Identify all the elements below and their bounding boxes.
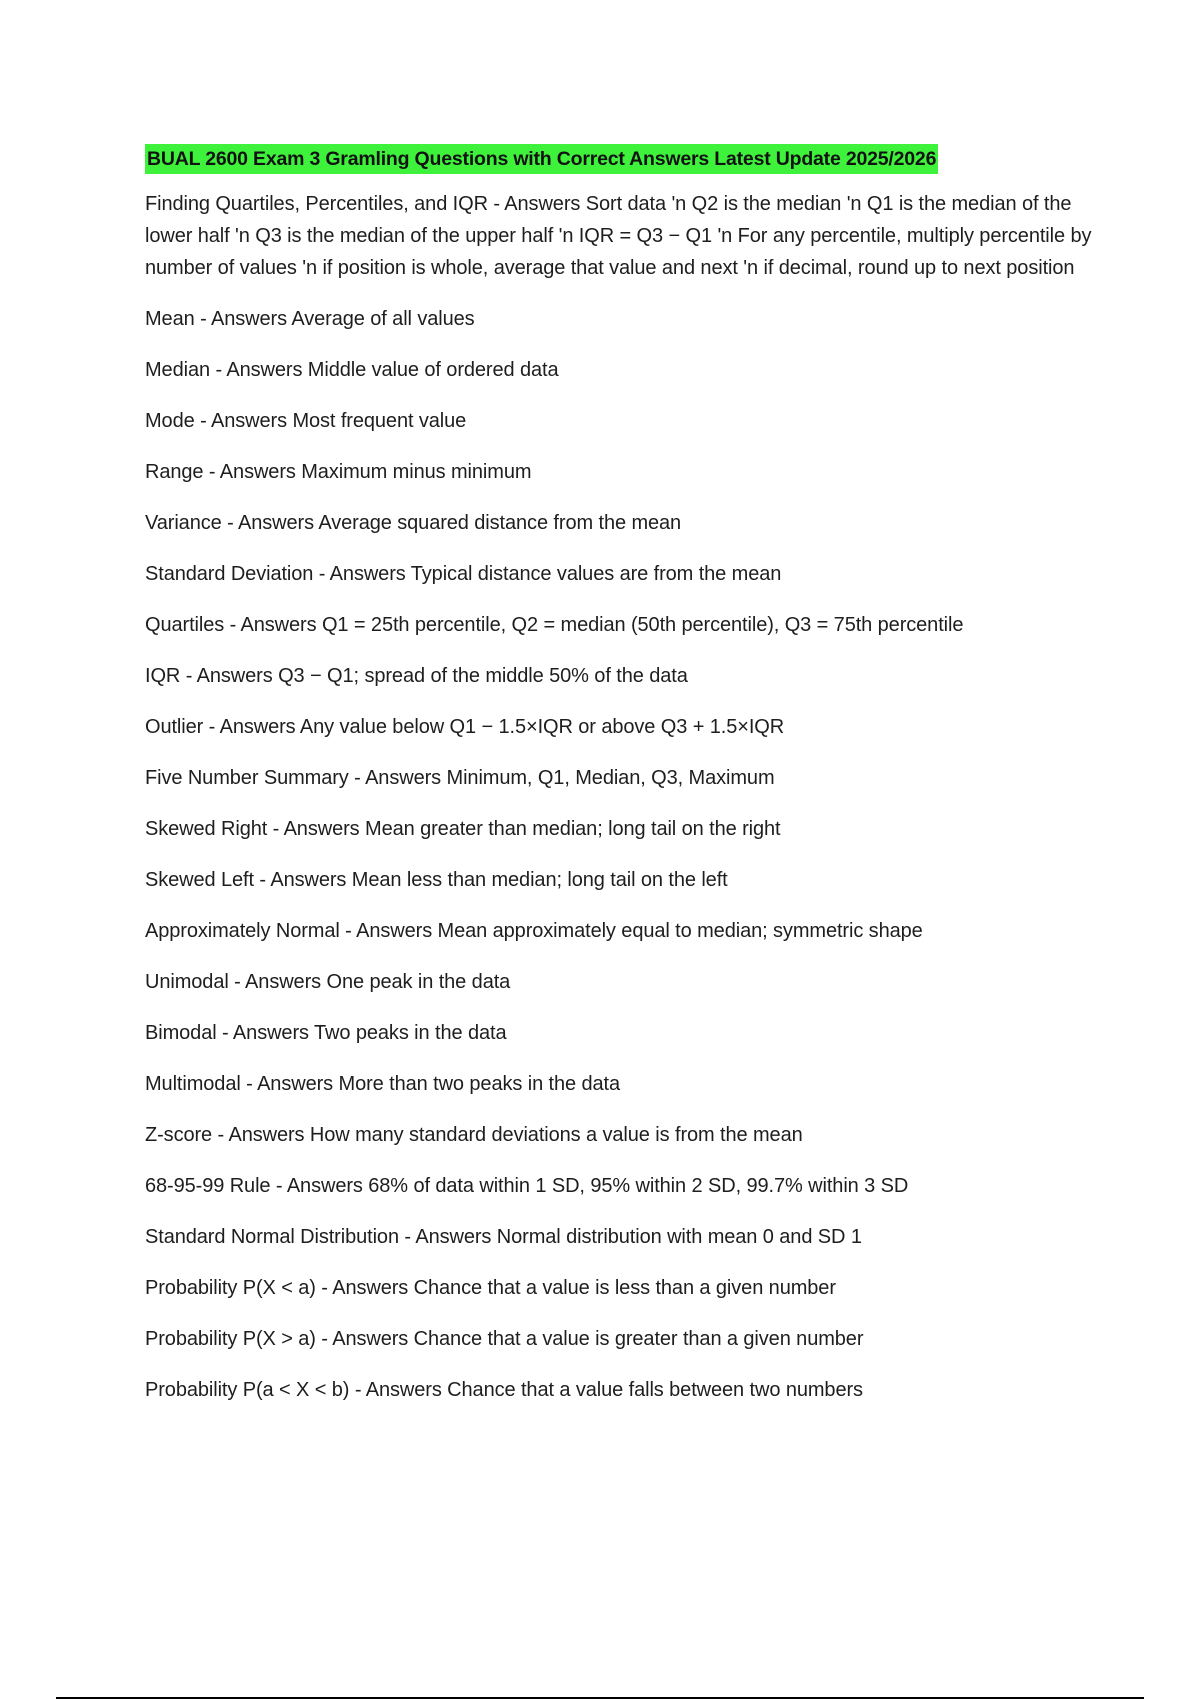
qa-entry-multimodal: Multimodal - Answers More than two peaks in the data	[145, 1073, 621, 1095]
qa-entry-mean: Mean - Answers Average of all values	[145, 308, 475, 330]
qa-entry-mode: Mode - Answers Most frequent value	[145, 410, 467, 432]
qa-entry-standard-deviation: Standard Deviation - Answers Typical distance values are from the mean	[145, 563, 782, 585]
qa-entry-probability-less-than: Probability P(X < a) - Answers Chance that a value is less than a given number	[145, 1277, 836, 1299]
qa-entry-bimodal: Bimodal - Answers Two peaks in the data	[145, 1022, 507, 1044]
qa-entry-five-number-summary: Five Number Summary - Answers Minimum, Q1, Median, Q3, Maximum	[145, 767, 775, 789]
qa-entry-range: Range - Answers Maximum minus minimum	[145, 461, 532, 483]
qa-entry-outlier: Outlier - Answers Any value below Q1 − 1.5×IQR or above Q3 + 1.5×IQR	[145, 716, 785, 738]
qa-entry-variance: Variance - Answers Average squared distance from the mean	[145, 512, 682, 534]
qa-entry-unimodal: Unimodal - Answers One peak in the data	[145, 971, 511, 993]
qa-entry-quartiles-percentiles-iqr: Finding Quartiles, Percentiles, and IQR - Answers Sort data 'n Q2 is the median 'n Q1 is the median of the lower half 'n Q3 is the median of the upper half 'n IQR = Q3 − Q1 'n For any percentile, multiply percentile by number of values 'n if position is whole, average that value and next 'n if decimal, round up to next position	[145, 193, 1092, 279]
qa-entry-skewed-left: Skewed Left - Answers Mean less than median; long tail on the left	[145, 869, 728, 891]
qa-entry-quartiles: Quartiles - Answers Q1 = 25th percentile, Q2 = median (50th percentile), Q3 = 75th percentile	[145, 614, 964, 636]
qa-entry-iqr: IQR - Answers Q3 − Q1; spread of the middle 50% of the data	[145, 665, 688, 687]
footer-rule	[56, 1697, 1144, 1699]
document-title: BUAL 2600 Exam 3 Gramling Questions with Correct Answers Latest Update 2025/2026	[145, 144, 938, 174]
qa-entry-approximately-normal: Approximately Normal - Answers Mean approximately equal to median; symmetric shape	[145, 920, 923, 942]
qa-entry-standard-normal-distribution: Standard Normal Distribution - Answers Normal distribution with mean 0 and SD 1	[145, 1226, 862, 1248]
qa-entry-probability-greater-than: Probability P(X > a) - Answers Chance that a value is greater than a given number	[145, 1328, 864, 1350]
qa-entry-z-score: Z-score - Answers How many standard deviations a value is from the mean	[145, 1124, 803, 1146]
qa-entry-68-95-99-rule: 68-95-99 Rule - Answers 68% of data within 1 SD, 95% within 2 SD, 99.7% within 3 SD	[145, 1175, 909, 1197]
qa-entry-probability-between: Probability P(a < X < b) - Answers Chance that a value falls between two numbers	[145, 1379, 863, 1401]
qa-entry-median: Median - Answers Middle value of ordered data	[145, 359, 559, 381]
qa-entry-skewed-right: Skewed Right - Answers Mean greater than median; long tail on the right	[145, 818, 781, 840]
document-content	[145, 144, 1095, 1425]
